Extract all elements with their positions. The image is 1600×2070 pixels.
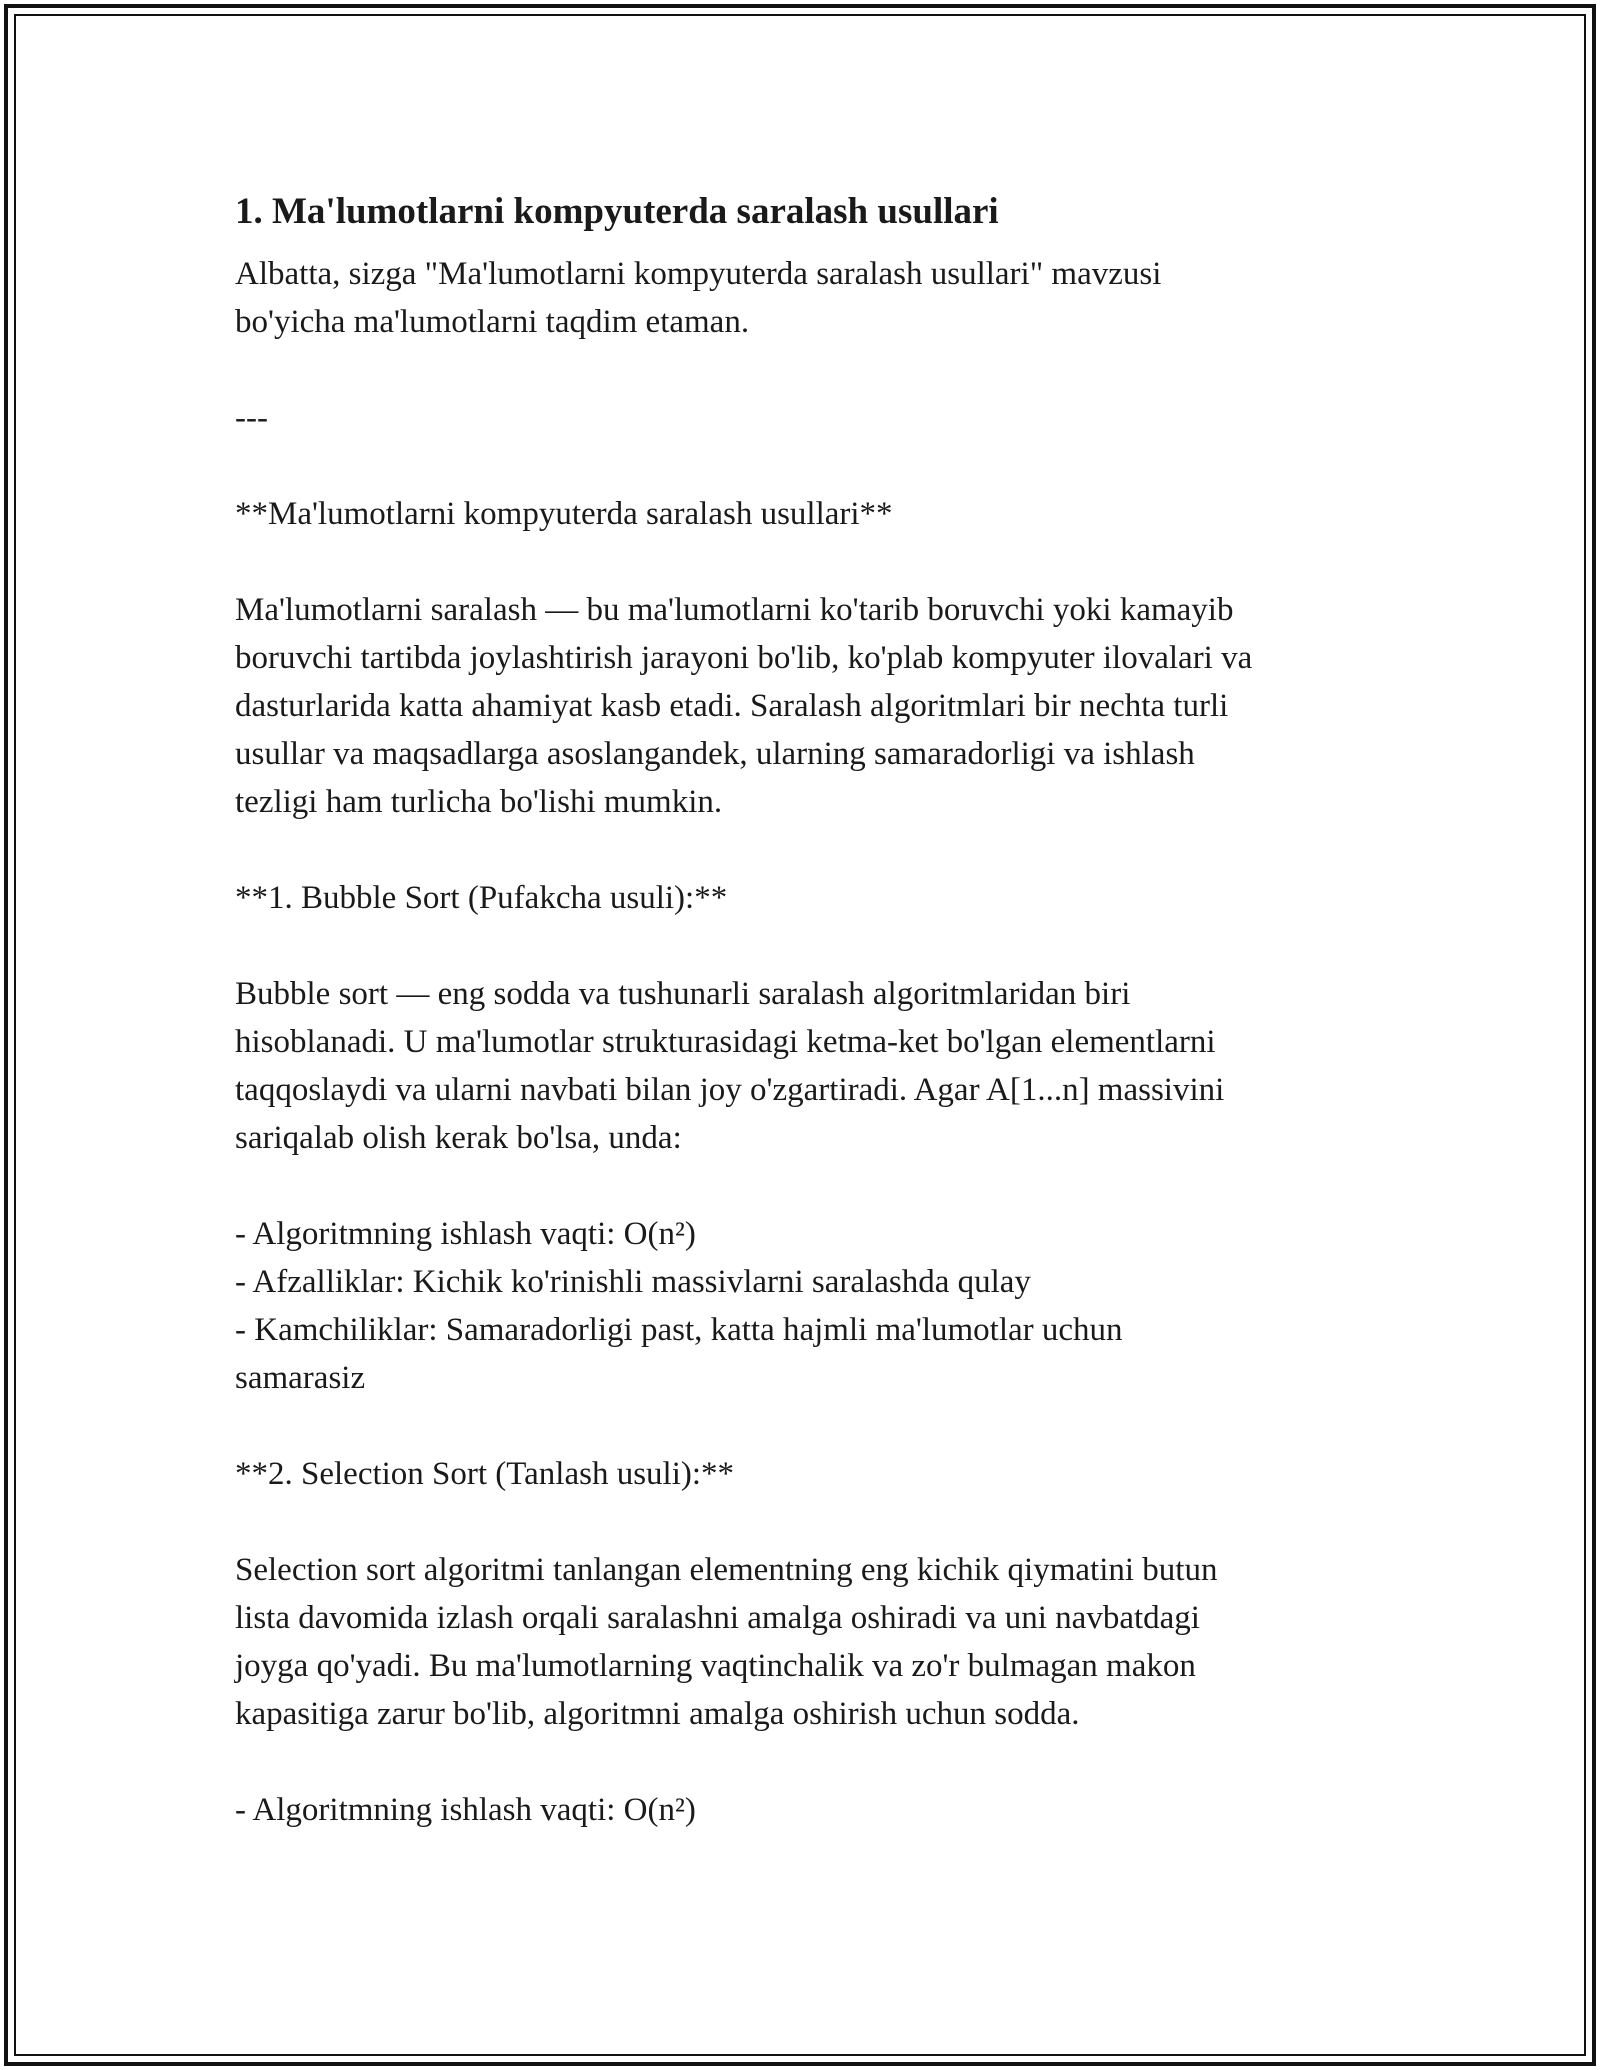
page-title: 1. Ma'lumotlarni kompyuterda saralash usullari	[235, 191, 999, 232]
section-title: **Ma'lumotlarni kompyuterda saralash usullari**	[235, 496, 893, 532]
bubble-list-item: - Algoritmning ishlash vaqti: O(n²)	[235, 1216, 696, 1252]
selection-desc-line-2: lista davomida izlash orqali saralashni amalga oshiradi va uni navbatdagi	[235, 1600, 1200, 1636]
overview-line-3: dasturlarida katta ahamiyat kasb etadi. Saralash algoritmlari bir nechta turli	[235, 688, 1229, 724]
intro-line-2: bo'yicha ma'lumotlarni taqdim etaman.	[235, 304, 750, 340]
bubble-desc-line-3: taqqoslaydi va ularni navbati bilan joy o'zgartiradi. Agar A[1...n] massivini	[235, 1072, 1225, 1108]
spacer	[235, 826, 1385, 874]
bubble-sort-heading: **1. Bubble Sort (Pufakcha usuli):**	[235, 880, 728, 916]
selection-list-item: - Algoritmning ishlash vaqti: O(n²)	[235, 1792, 696, 1828]
spacer	[235, 1402, 1385, 1450]
document-body	[235, 188, 1385, 1834]
spacer	[235, 442, 1385, 490]
spacer	[235, 922, 1385, 970]
overview-line-2: boruvchi tartibda joylashtirish jarayoni bo'lib, ko'plab kompyuter ilovalari va	[235, 640, 1253, 676]
bubble-list-item: - Afzalliklar: Kichik ko'rinishli massivlarni saralashda qulay	[235, 1264, 1031, 1300]
spacer	[235, 1498, 1385, 1546]
bubble-desc-line-1: Bubble sort — eng sodda va tushunarli saralash algoritmlaridan biri	[235, 976, 1131, 1012]
bubble-desc-line-2: hisoblanadi. U ma'lumotlar strukturasidagi ketma-ket bo'lgan elementlarni	[235, 1024, 1216, 1060]
selection-desc-line-4: kapasitiga zarur bo'lib, algoritmni amalga oshirish uchun sodda.	[235, 1696, 1080, 1732]
bubble-desc-line-4: sariqalab olish kerak bo'lsa, unda:	[235, 1120, 682, 1156]
selection-desc-line-3: joyga qo'yadi. Bu ma'lumotlarning vaqtinchalik va zo'r bulmagan makon	[235, 1648, 1196, 1684]
spacer	[235, 538, 1385, 586]
spacer	[235, 1738, 1385, 1786]
overview-line-1: Ma'lumotlarni saralash — bu ma'lumotlarni ko'tarib boruvchi yoki kamayib	[235, 592, 1234, 628]
spacer	[235, 346, 1385, 394]
overview-line-4: usullar va maqsadlarga asoslangandek, ularning samaradorligi va ishlash	[235, 736, 1195, 772]
spacer	[235, 1162, 1385, 1210]
selection-desc-line-1: Selection sort algoritmi tanlangan elementning eng kichik qiymatini butun	[235, 1552, 1218, 1588]
bubble-list-item-continued: samarasiz	[235, 1360, 366, 1396]
intro-line-1: Albatta, sizga "Ma'lumotlarni kompyuterda saralash usullari" mavzusi	[235, 256, 1162, 292]
bubble-list-item: - Kamchiliklar: Samaradorligi past, katta hajmli ma'lumotlar uchun	[235, 1312, 1123, 1348]
separator: ---	[235, 400, 268, 436]
selection-sort-heading: **2. Selection Sort (Tanlash usuli):**	[235, 1456, 735, 1492]
overview-line-5: tezligi ham turlicha bo'lishi mumkin.	[235, 784, 723, 820]
